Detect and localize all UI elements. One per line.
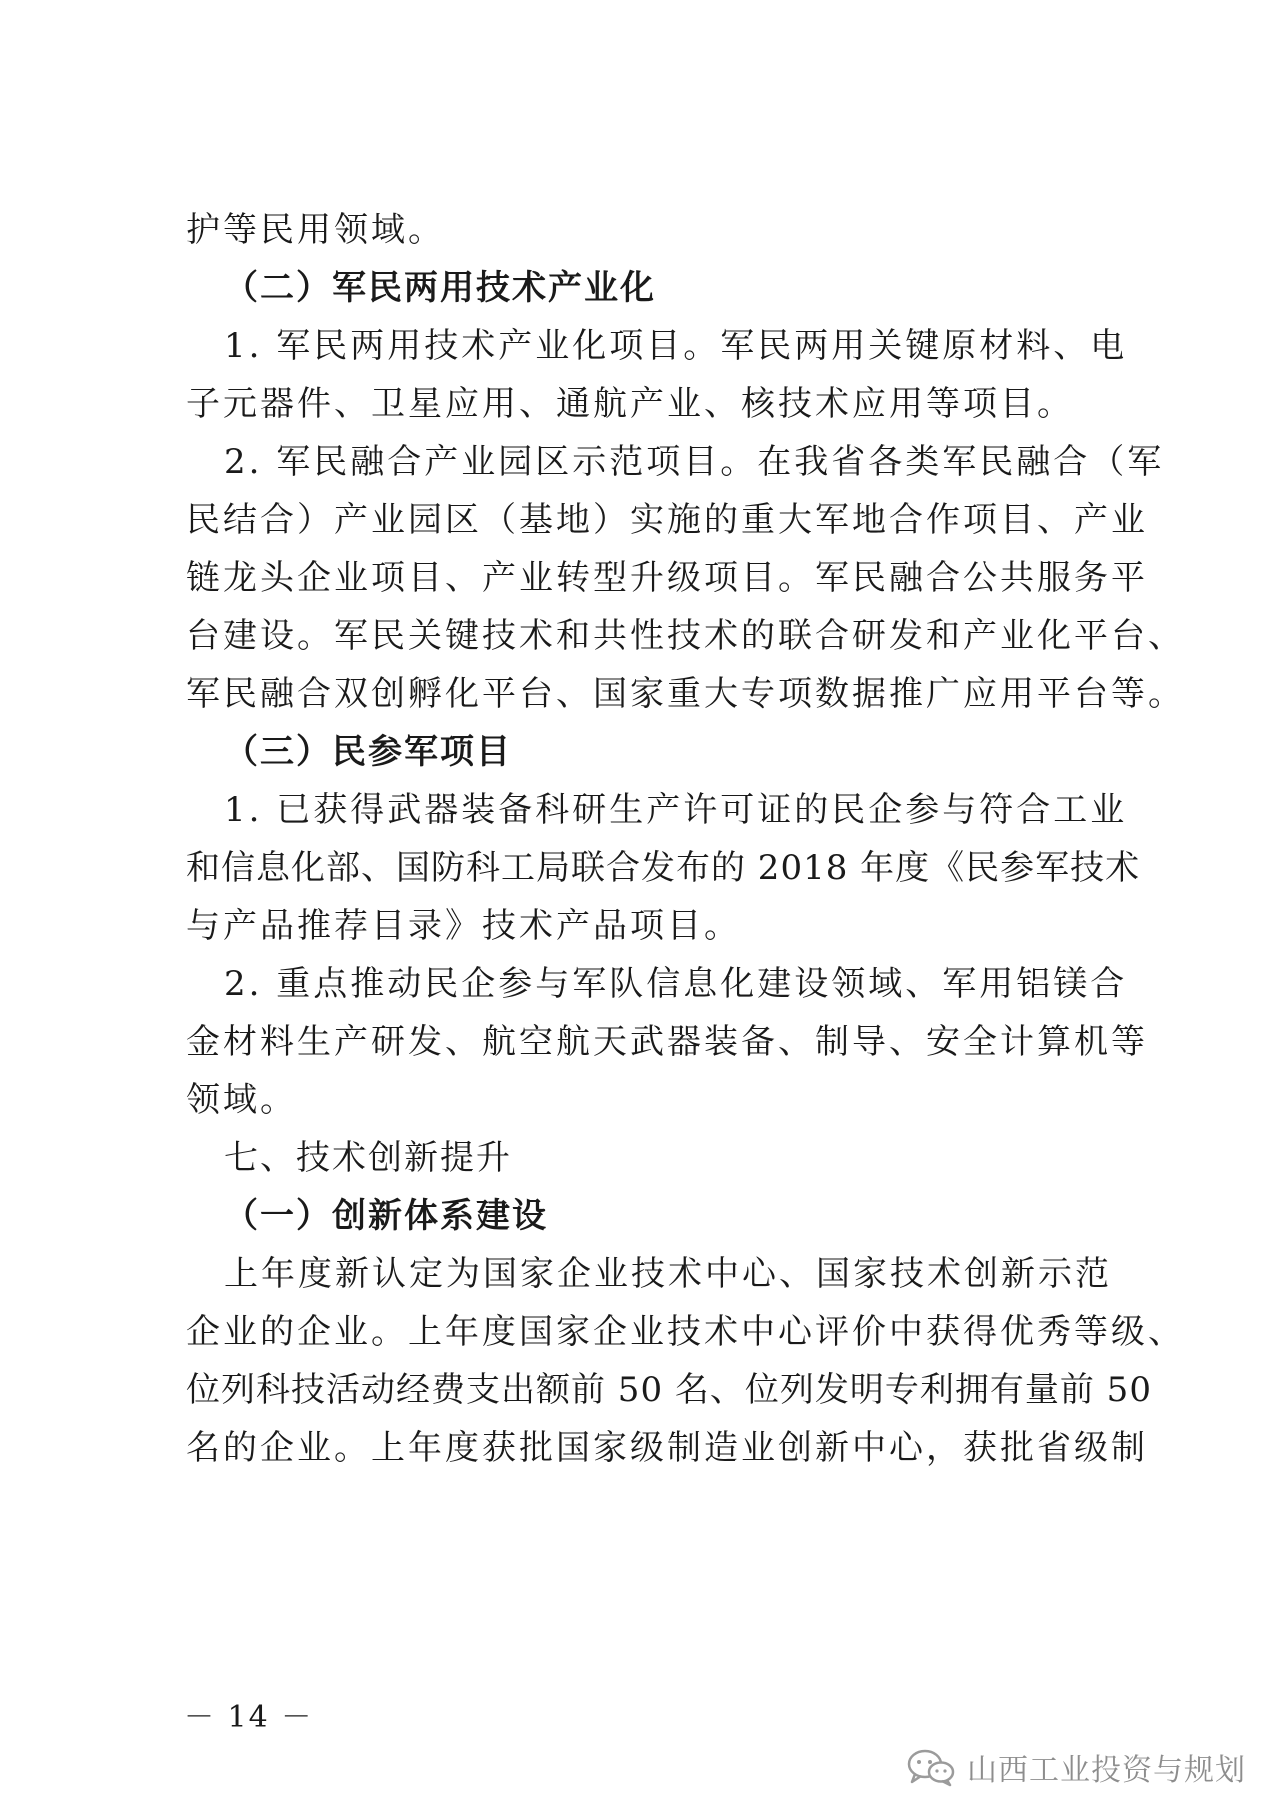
paragraph-line: 上年度新认定为国家企业技术中心、国家技术创新示范	[224, 1254, 1112, 1294]
paragraph-line: 护等民用领域。	[186, 210, 445, 250]
paragraph-line: 名的企业。上年度获批国家级制造业创新中心，获批省级制	[186, 1428, 1148, 1468]
paragraph-line: 2. 军民融合产业园区示范项目。在我省各类军民融合（军	[224, 442, 1165, 482]
paragraph-line: 民结合）产业园区（基地）实施的重大军地合作项目、产业	[186, 500, 1148, 540]
page-number: － 14 －	[184, 1700, 314, 1735]
wechat-icon	[905, 1747, 957, 1787]
watermark	[905, 1744, 1246, 1790]
paragraph-line: 台建设。军民关键技术和共性技术的联合研发和产业化平台、	[186, 616, 1185, 656]
paragraph-line: 子元器件、卫星应用、通航产业、核技术应用等项目。	[186, 384, 1074, 424]
paragraph-line: 领域。	[186, 1080, 297, 1120]
watermark-text: 山西工业投资与规划	[967, 1753, 1246, 1788]
paragraph-line: 金材料生产研发、航空航天武器装备、制导、安全计算机等	[186, 1022, 1148, 1062]
paragraph-line: 1. 军民两用技术产业化项目。军民两用关键原材料、电	[224, 326, 1128, 366]
paragraph-line: 链龙头企业项目、产业转型升级项目。军民融合公共服务平	[186, 558, 1148, 598]
paragraph-line: 1. 已获得武器装备科研生产许可证的民企参与符合工业	[224, 790, 1128, 830]
paragraph-line: 与产品推荐目录》技术产品项目。	[186, 906, 741, 946]
subheading: （二）军民两用技术产业化	[224, 268, 656, 308]
section-heading: 七、技术创新提升	[224, 1138, 512, 1178]
paragraph-line: 和信息化部、国防科工局联合发布的 2018 年度《民参军技术	[186, 848, 1141, 888]
paragraph-line: 位列科技活动经费支出额前 50 名、位列发明专利拥有量前 50	[186, 1370, 1152, 1410]
subheading: （一）创新体系建设	[224, 1196, 548, 1236]
subheading: （三）民参军项目	[224, 732, 512, 772]
paragraph-line: 2. 重点推动民企参与军队信息化建设领域、军用铝镁合	[224, 964, 1128, 1004]
paragraph-line: 企业的企业。上年度国家企业技术中心评价中获得优秀等级、	[186, 1312, 1185, 1352]
paragraph-line: 军民融合双创孵化平台、国家重大专项数据推广应用平台等。	[186, 674, 1185, 714]
